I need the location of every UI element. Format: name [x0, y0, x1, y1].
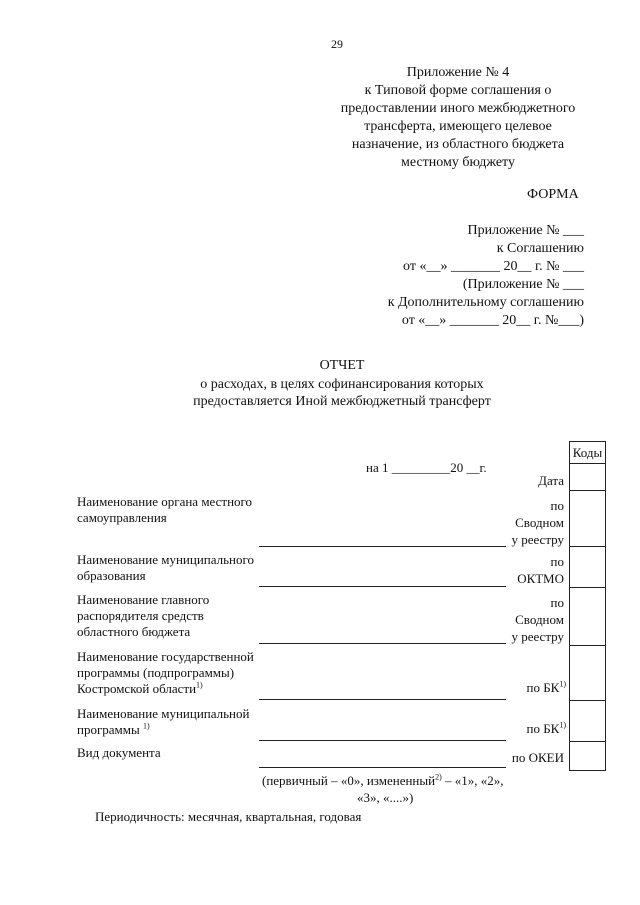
field-label-text: Костромской области: [77, 681, 197, 696]
oktmo-label-line: по: [550, 554, 564, 569]
attachment-line: от «__» _______ 20__ г. №___): [401, 313, 584, 328]
field-label-administrator: [77, 592, 209, 640]
date-label: Дата: [538, 473, 564, 488]
footnote-ref: 2): [435, 772, 442, 782]
attachment-line: (Приложение № ___: [462, 277, 584, 292]
svod-label-1: [480, 497, 564, 548]
footnote-ref: 1): [196, 680, 203, 690]
field-underline-state-program[interactable]: [259, 699, 506, 700]
bk-label-text: по БК: [526, 680, 560, 695]
footnote-ref: 1): [143, 721, 150, 731]
field-label-doc-type: [77, 745, 161, 761]
code-cell-svod-1[interactable]: [570, 491, 606, 547]
oktmo-label-line: ОКТМО: [517, 571, 564, 586]
codes-header: Коды: [570, 442, 606, 464]
field-label-municipality: [77, 552, 254, 584]
field-label-line: программы (подпрограммы): [77, 665, 235, 680]
report-subtitle-line: предоставляется Иной межбюджетный трансферт: [193, 394, 491, 409]
doc-type-note-line: «3», «....»): [357, 790, 414, 805]
appendix-header-line: назначение, из областного бюджета: [351, 137, 565, 152]
svod-label-2: [480, 594, 564, 645]
bk-label-2: [480, 720, 566, 737]
footnote-ref: 1): [559, 679, 566, 689]
svod-label-line: Сводном: [515, 612, 564, 627]
field-label-line: Наименование муниципальной: [77, 706, 250, 721]
attachment-line: к Соглашению: [496, 241, 584, 256]
attachment-line: к Дополнительному соглашению: [387, 295, 584, 310]
code-cell-bk-1[interactable]: [570, 646, 606, 701]
field-label-municipal-program: [77, 706, 249, 738]
appendix-header: [320, 64, 596, 172]
bk-label-text: по БК: [526, 721, 560, 736]
code-cell-oktmo[interactable]: [570, 547, 606, 588]
appendix-header-line: к Типовой форме соглашения о: [364, 83, 552, 98]
field-label-line: [77, 681, 254, 697]
appendix-header-line: трансферта, имеющего целевое: [364, 119, 552, 134]
report-title: ОТЧЕТ: [319, 358, 365, 373]
appendix-header-line: предоставлении иного межбюджетного: [340, 101, 576, 116]
field-label-line: Наименование органа местного: [77, 494, 253, 509]
form-label: ФОРМА: [527, 187, 579, 202]
field-underline-org[interactable]: [259, 546, 506, 547]
oktmo-label: [480, 553, 564, 587]
field-label-line: Наименование муниципального: [77, 552, 255, 567]
codes-table: [569, 441, 606, 771]
attachment-line: Приложение № ___: [467, 223, 584, 238]
field-underline-municipal-program[interactable]: [259, 740, 506, 741]
attachment-line: от «__» _______ 20__ г. № ___: [403, 259, 584, 274]
attachment-block: [320, 222, 584, 330]
field-label-org: [77, 494, 252, 526]
svod-label-line: по: [550, 498, 564, 513]
field-underline-administrator[interactable]: [259, 643, 506, 644]
field-label-text: программы: [77, 722, 140, 737]
field-label-line: Наименование главного: [77, 592, 210, 607]
code-cell-bk-2[interactable]: [570, 701, 606, 742]
code-cell-okei[interactable]: [570, 742, 606, 771]
periodicity: Периодичность: месячная, квартальная, годовая: [95, 809, 362, 824]
appendix-header-line: Приложение № 4: [406, 65, 510, 80]
appendix-header-line: местному бюджету: [401, 155, 515, 170]
field-label-state-program: [77, 649, 254, 697]
svod-label-line: у реестру: [511, 532, 564, 547]
svod-label-line: Сводном: [515, 515, 564, 530]
field-label-line: [77, 722, 249, 738]
code-cell-date[interactable]: [570, 464, 606, 491]
field-label-line: областного бюджета: [77, 624, 191, 639]
field-label-line: распорядителя средств: [77, 608, 204, 623]
page-number: 29: [331, 37, 343, 51]
svod-label-line: по: [550, 595, 564, 610]
field-label-line: образования: [77, 568, 146, 583]
field-label-line: самоуправления: [77, 510, 167, 525]
field-underline-doc-type[interactable]: [259, 767, 506, 768]
okei-label: по ОКЕИ: [511, 750, 564, 765]
doc-note-text: – «1», «2»,: [441, 773, 504, 788]
svod-label-line: у реестру: [511, 629, 564, 644]
report-date-line: на 1 _________20 __г.: [366, 460, 487, 475]
code-cell-svod-2[interactable]: [570, 588, 606, 646]
doc-note-text: (первичный – «0», измененный: [262, 773, 436, 788]
field-label-line: Наименование государственной: [77, 649, 254, 664]
field-label-line: Вид документа: [77, 745, 161, 760]
bk-label-1: [480, 679, 566, 696]
field-underline-municipality[interactable]: [259, 586, 506, 587]
doc-type-note-line: [262, 772, 504, 789]
footnote-ref: 1): [559, 720, 566, 730]
report-subtitle-line: о расходах, в целях софинансирования которых: [200, 377, 484, 392]
